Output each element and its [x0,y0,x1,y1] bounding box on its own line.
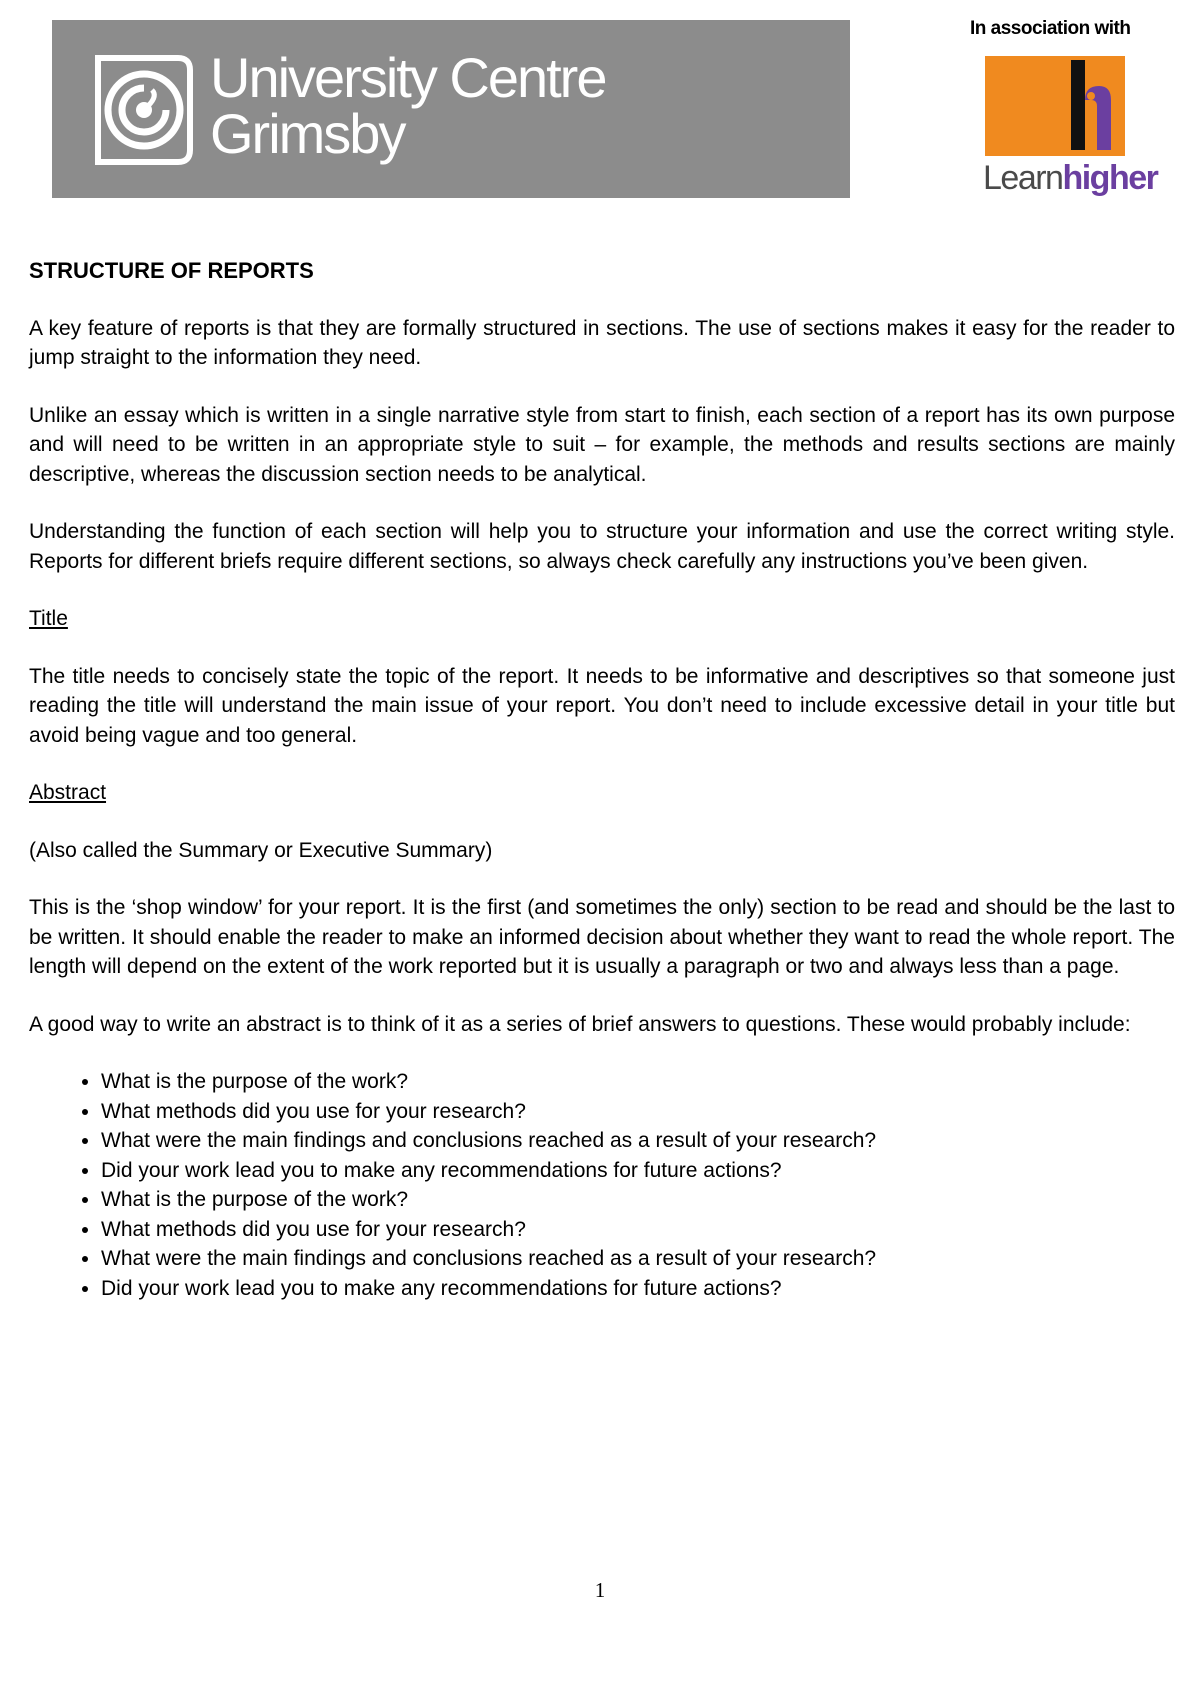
list-item: • What were the main findings and conclusions reached as a result of your research? [101,1126,1175,1156]
document-body [29,256,1175,1303]
title-section-heading: Title [29,607,68,630]
partner-learn: Learn [983,159,1063,197]
list-item: • What is the purpose of the work? [101,1067,1175,1097]
partner-higher: higher [1062,159,1158,197]
learnhigher-logo-icon [985,56,1125,156]
abstract-lead: A good way to write an abstract is to think of it as a series of brief answers to questions. These would probably include: [29,1012,1131,1036]
abstract-text: This is the ‘shop window’ for your report. It is the first (and sometimes the only) section to be read and should be the last to be written. It should enable the reader to make an informed decision about whether they want to read the whole report. The length will depend on the extent of the work reported but it is usually a paragraph or two and always less than a page. [29,896,1175,978]
learnhigher-wordmark [983,158,1157,198]
list-item: • What methods did you use for your research? [101,1215,1175,1245]
intro-paragraph-2: Unlike an essay which is written in a single narrative style from start to finish, each section of a report has its own purpose and will need to be written in an appropriate style to suit – for example, the methods and results sections are mainly descriptive, whereas the discussion section needs to be analytical. [29,403,1175,486]
intro-paragraph-3: Understanding the function of each section will help you to structure your information and use the correct writing style. Reports for different briefs require different sections, so always check carefully any instructions you’ve been given. [29,520,1175,573]
association-label: In association with [970,18,1131,39]
university-logo-icon [86,48,196,168]
abstract-section-heading: Abstract [29,781,107,804]
page-number: 1 [594,1578,606,1602]
list-item: • Did your work lead you to make any recommendations for future actions? [101,1274,1175,1304]
list-item: • What is the purpose of the work? [101,1185,1175,1215]
document-title: STRUCTURE OF REPORTS [29,258,314,283]
intro-paragraph-1: A key feature of reports is that they are formally structured in sections. The use of sections makes it easy for the reader to jump straight to the information they need. [29,316,1175,369]
list-item: • What methods did you use for your research? [101,1097,1175,1127]
brand-line-2: Grimsby [210,102,405,165]
abstract-question-list [29,1067,1175,1303]
university-banner [52,20,850,198]
list-item: • Did your work lead you to make any recommendations for future actions? [101,1156,1175,1186]
university-name [210,46,606,165]
title-section-text: The title needs to concisely state the topic of the report. It needs to be informative and descriptives so that someone just reading the title will understand the main issue of your report. You don’t need to include excessive detail in your title but avoid being vague and too general. [29,664,1175,747]
brand-line-1: University Centre [210,46,606,109]
abstract-aka: (Also called the Summary or Executive Summary) [29,838,493,862]
list-item: • What were the main findings and conclusions reached as a result of your research? [101,1244,1175,1274]
